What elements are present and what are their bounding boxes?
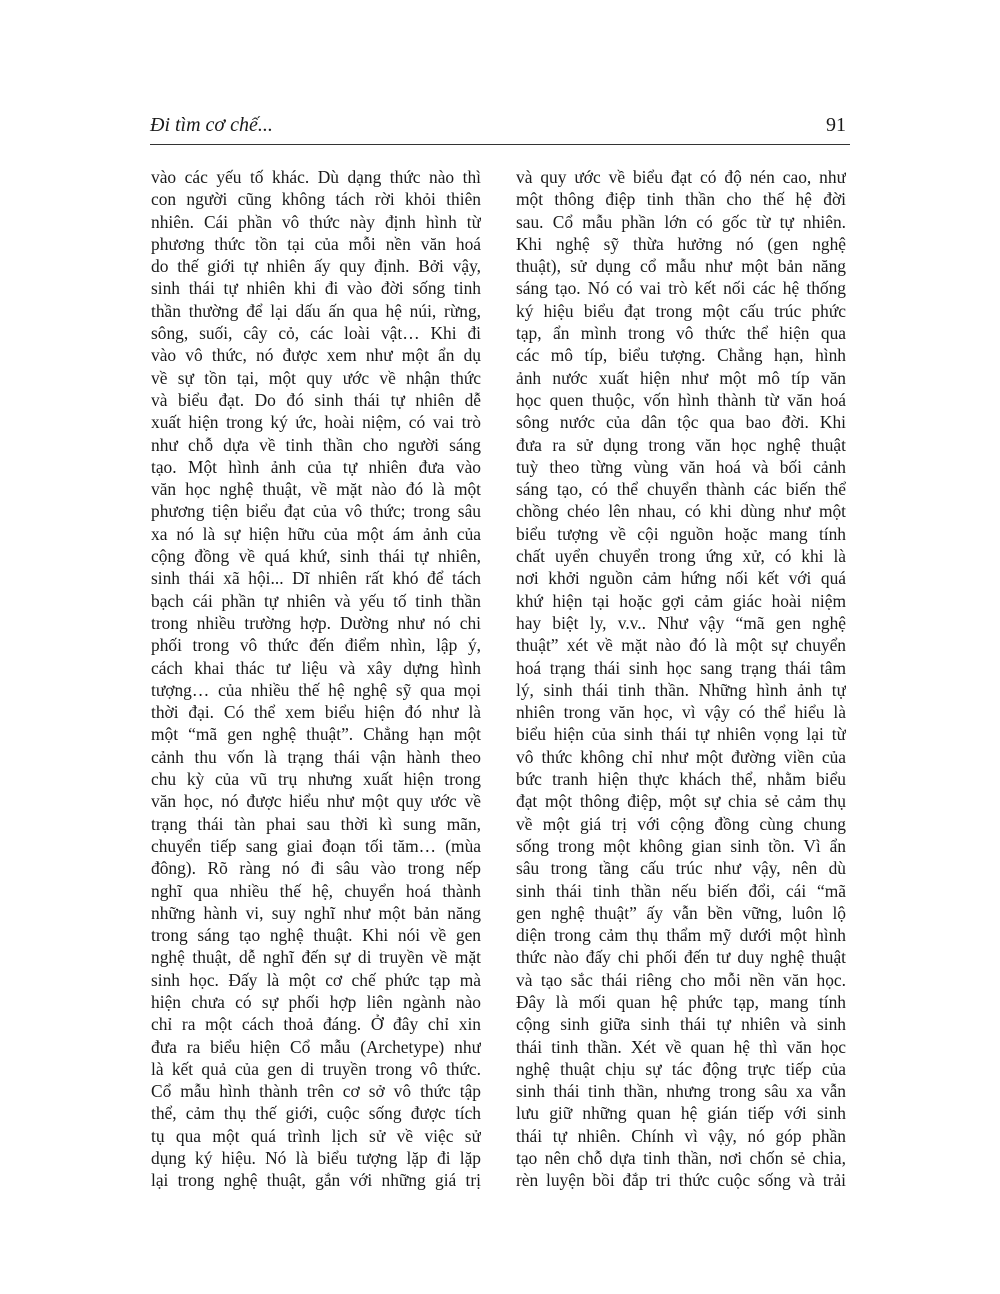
- text-line: nhiên trong văn học, vì vậy có thể hiểu là: [516, 702, 846, 723]
- text-line: bạch cái phần tự nhiên và yếu tố tinh thần: [151, 590, 481, 611]
- text-line: chu kỳ của vũ trụ nhưng xuất hiện trong: [151, 769, 481, 790]
- text-line: về sự tồn tại, một quy ước về nhận thức: [151, 367, 481, 388]
- text-line: tạp, ẩn mình trong vô thức thể hiện qua: [516, 323, 846, 344]
- text-line: nhiên. Cái phần vô thức này định hình từ: [151, 211, 481, 232]
- running-title: Đi tìm cơ chế...: [150, 114, 273, 136]
- text-line: thể, cảm thụ thế giới, cuộc sống được tích: [151, 1103, 481, 1124]
- text-line: sông nước của dân tộc qua bao đời. Khi: [516, 412, 846, 433]
- text-line: thái tinh thần. Xét về quan hệ thì văn học: [516, 1036, 846, 1057]
- text-line: con người cũng không tách rời khỏi thiên: [151, 189, 481, 210]
- page-number: 91: [826, 114, 846, 136]
- text-line: trong sáng tạo nghệ thuật. Khi nói về gen: [151, 925, 481, 946]
- text-line: lý, sinh thái tinh thần. Những hình ảnh tự: [516, 679, 846, 700]
- text-line: Khi nghệ sỹ thừa hưởng nó (gen nghệ: [516, 233, 846, 254]
- text-line: và biểu đạt. Do đó sinh thái tự nhiên dễ: [151, 389, 481, 410]
- text-line: ảnh nước xuất hiện như một mô típ văn: [516, 367, 846, 388]
- text-line: một thông điệp tinh thần cho thế hệ đời: [516, 189, 846, 210]
- text-line: cách khai thác tư liệu và xây dựng hình: [151, 657, 481, 678]
- text-line: vô thức không chỉ như một đường viền của: [516, 746, 846, 767]
- text-line: trong nhiều trường hợp. Dường như nó chi: [151, 612, 481, 633]
- right-text-column: [516, 166, 846, 1192]
- text-line: đạt một thông điệp, một sự chia sẻ cảm thụ: [516, 791, 846, 812]
- text-line: sinh thái xã hội... Dĩ nhiên rất khó để tách: [151, 568, 481, 589]
- text-line: sau. Cổ mẫu phần lớn có gốc từ tự nhiên.: [516, 211, 846, 232]
- text-line: đưa ra sử dụng trong văn học nghệ thuật: [516, 434, 846, 455]
- text-line: diện trong cảm thụ thẩm mỹ dưới một hình: [516, 925, 846, 946]
- text-line: văn học nghệ thuật, về mặt nào đó là một: [151, 479, 481, 500]
- text-line: sống trong một không gian sinh tồn. Vì ẩn: [516, 835, 846, 856]
- text-line: do thế giới tự nhiên ấy quy định. Bởi vậy,: [151, 256, 481, 277]
- text-line: tạo. Một hình ảnh của tự nhiên đưa vào: [151, 456, 481, 477]
- text-line: là kết quả của gen di truyền trong vô thức.: [151, 1058, 481, 1079]
- text-line: thuật), sử dụng cổ mẫu như một bản năng: [516, 256, 846, 277]
- text-line: một “mã gen nghệ thuật”. Chẳng hạn một: [151, 724, 481, 745]
- text-line: gen nghệ thuật” ấy vẫn bền vững, luôn lộ: [516, 902, 846, 923]
- text-line: phương tiện biểu đạt của vô thức; trong sâu: [151, 501, 481, 522]
- text-line: sâu trong tầng cấu trúc như vậy, nên dù: [516, 858, 846, 879]
- text-line: thần thường để lại dấu ấn qua hệ núi, rừng,: [151, 300, 481, 321]
- text-line: Cổ mẫu hình thành trên cơ sở vô thức tập: [151, 1081, 481, 1102]
- text-line: xa nó là sự hiện hữu của một ám ảnh của: [151, 523, 481, 544]
- left-text-column: [151, 166, 481, 1192]
- text-line: lại trong nghệ thuật, gắn với những giá trị: [151, 1170, 481, 1191]
- text-line: các mô típ, biểu tượng. Chẳng hạn, hình: [516, 345, 846, 366]
- text-line: vào các yếu tố khác. Dù dạng thức nào thì: [151, 167, 481, 187]
- text-line: vào vô thức, nó được xem như một ẩn dụ: [151, 345, 481, 366]
- text-line: nghệ thuật, dễ nghĩ đến sự di truyền về mặt: [151, 947, 481, 968]
- text-line: sông, suối, cây cỏ, các loài vật… Khi đi: [151, 323, 481, 344]
- text-line: những hành vi, suy nghĩ như một bản năng: [151, 902, 481, 923]
- text-line: và tạo sắc thái riêng cho mỗi nền văn học.: [516, 969, 846, 990]
- text-line: xuất hiện trong ký ức, hoài niệm, có vai trò: [151, 412, 481, 433]
- text-line: và quy ước về biểu đạt có độ nén cao, như: [516, 167, 846, 187]
- text-line: tạo nên chỗ dựa tinh thần, nơi chốn sẻ chia,: [516, 1148, 846, 1169]
- text-line: phương thức tồn tại của mỗi nền văn hoá: [151, 233, 481, 254]
- text-line: trạng thái tàn phai sau thời kì sung mãn,: [151, 813, 481, 834]
- text-line: đưa ra biểu hiện Cổ mẫu (Archetype) như: [151, 1036, 481, 1057]
- text-line: như chỗ dựa về tinh thần cho người sáng: [151, 434, 481, 455]
- text-line: sinh thái tự nhiên khi đi vào đời sống tinh: [151, 278, 481, 299]
- text-line: đông). Rõ ràng nó đi sâu vào trong nếp: [151, 858, 481, 879]
- text-line: Đây là mối quan hệ phức tạp, mang tính: [516, 991, 846, 1012]
- text-line: văn học, nó được hiểu như một quy ước về: [151, 791, 481, 812]
- text-line: nghệ thuật chịu sự tác động trực tiếp của: [516, 1058, 846, 1079]
- text-line: hoá trạng thái sinh học sang trạng thái tâm: [516, 657, 846, 678]
- text-line: rèn luyện bồi đắp tri thức cuộc sống và trải: [516, 1170, 846, 1191]
- text-line: tụ qua một quá trình lịch sử về việc sử: [151, 1125, 481, 1146]
- text-line: tượng… của nhiều thế hệ nghệ sỹ qua mọi: [151, 679, 481, 700]
- text-line: tuỳ theo từng vùng văn hoá và bối cảnh: [516, 456, 846, 477]
- text-line: chỉ ra một cách thoả đáng. Ở đây chỉ xin: [151, 1014, 481, 1035]
- text-line: khứ hiện tại hoặc gợi cảm giác hoài niệm: [516, 590, 846, 611]
- text-line: dụng ký hiệu. Nó là biểu tượng lặp đi lặp: [151, 1148, 481, 1169]
- text-line: hiện chưa có sự phối hợp liên ngành nào: [151, 991, 481, 1012]
- text-line: cảnh thu vốn là trạng thái vận hành theo: [151, 746, 481, 767]
- text-line: phối trong vô thức đến điểm nhìn, lập ý,: [151, 635, 481, 656]
- text-line: thái tự nhiên. Chính vì vậy, nó góp phần: [516, 1125, 846, 1146]
- text-line: ký hiệu biểu đạt trong một cấu trúc phức: [516, 300, 846, 321]
- text-line: biểu tượng về cội nguồn hoặc mang tính: [516, 523, 846, 544]
- text-line: cộng đồng về quá khứ, sinh thái tự nhiên,: [151, 546, 481, 567]
- text-line: sáng tạo. Nó có vai trò kết nối các hệ thống: [516, 278, 846, 299]
- text-line: chồng chéo lên nhau, có khi dùng như một: [516, 501, 846, 522]
- text-line: cộng sinh giữa sinh thái tự nhiên và sinh: [516, 1014, 846, 1035]
- running-header: [150, 110, 850, 145]
- text-line: học quen thuộc, vốn hình thành từ văn hoá: [516, 389, 846, 410]
- text-line: bức tranh hiện thực khách thể, nhằm biểu: [516, 769, 846, 790]
- text-line: biểu hiện của sinh thái tự nhiên vọng lại từ: [516, 724, 846, 745]
- text-line: sinh thái tinh thần, nhưng trong sâu xa vẫn: [516, 1081, 846, 1102]
- text-line: thức nào đấy chi phối đến tư duy nghệ thuật: [516, 947, 846, 968]
- text-line: lưu giữ những quan hệ gián tiếp với sinh: [516, 1103, 846, 1124]
- text-line: thời đại. Có thể xem biểu hiện đó như là: [151, 702, 481, 723]
- text-line: sinh học. Đấy là một cơ chế phức tạp mà: [151, 969, 481, 990]
- text-line: chất uyển chuyển trong ứng xử, có khi là: [516, 546, 846, 567]
- text-line: thuật” xét về mặt nào đó là một sự chuyển: [516, 635, 846, 656]
- text-line: về một giá trị với cộng đồng cùng chung: [516, 813, 846, 834]
- text-line: hay biệt ly, v.v.. Như vậy “mã gen nghệ: [516, 612, 846, 633]
- text-line: sinh thái tinh thần nếu biến đổi, cái “mã: [516, 880, 846, 901]
- text-line: sáng tạo, có thể chuyển thành các biến thể: [516, 479, 846, 500]
- text-line: nơi khởi nguồn cảm hứng nối kết với quá: [516, 568, 846, 589]
- text-line: chuyển tiếp sang giai đoạn tối tăm… (mùa: [151, 835, 481, 856]
- text-line: nghĩ qua nhiều thế hệ, chuyển hoá thành: [151, 880, 481, 901]
